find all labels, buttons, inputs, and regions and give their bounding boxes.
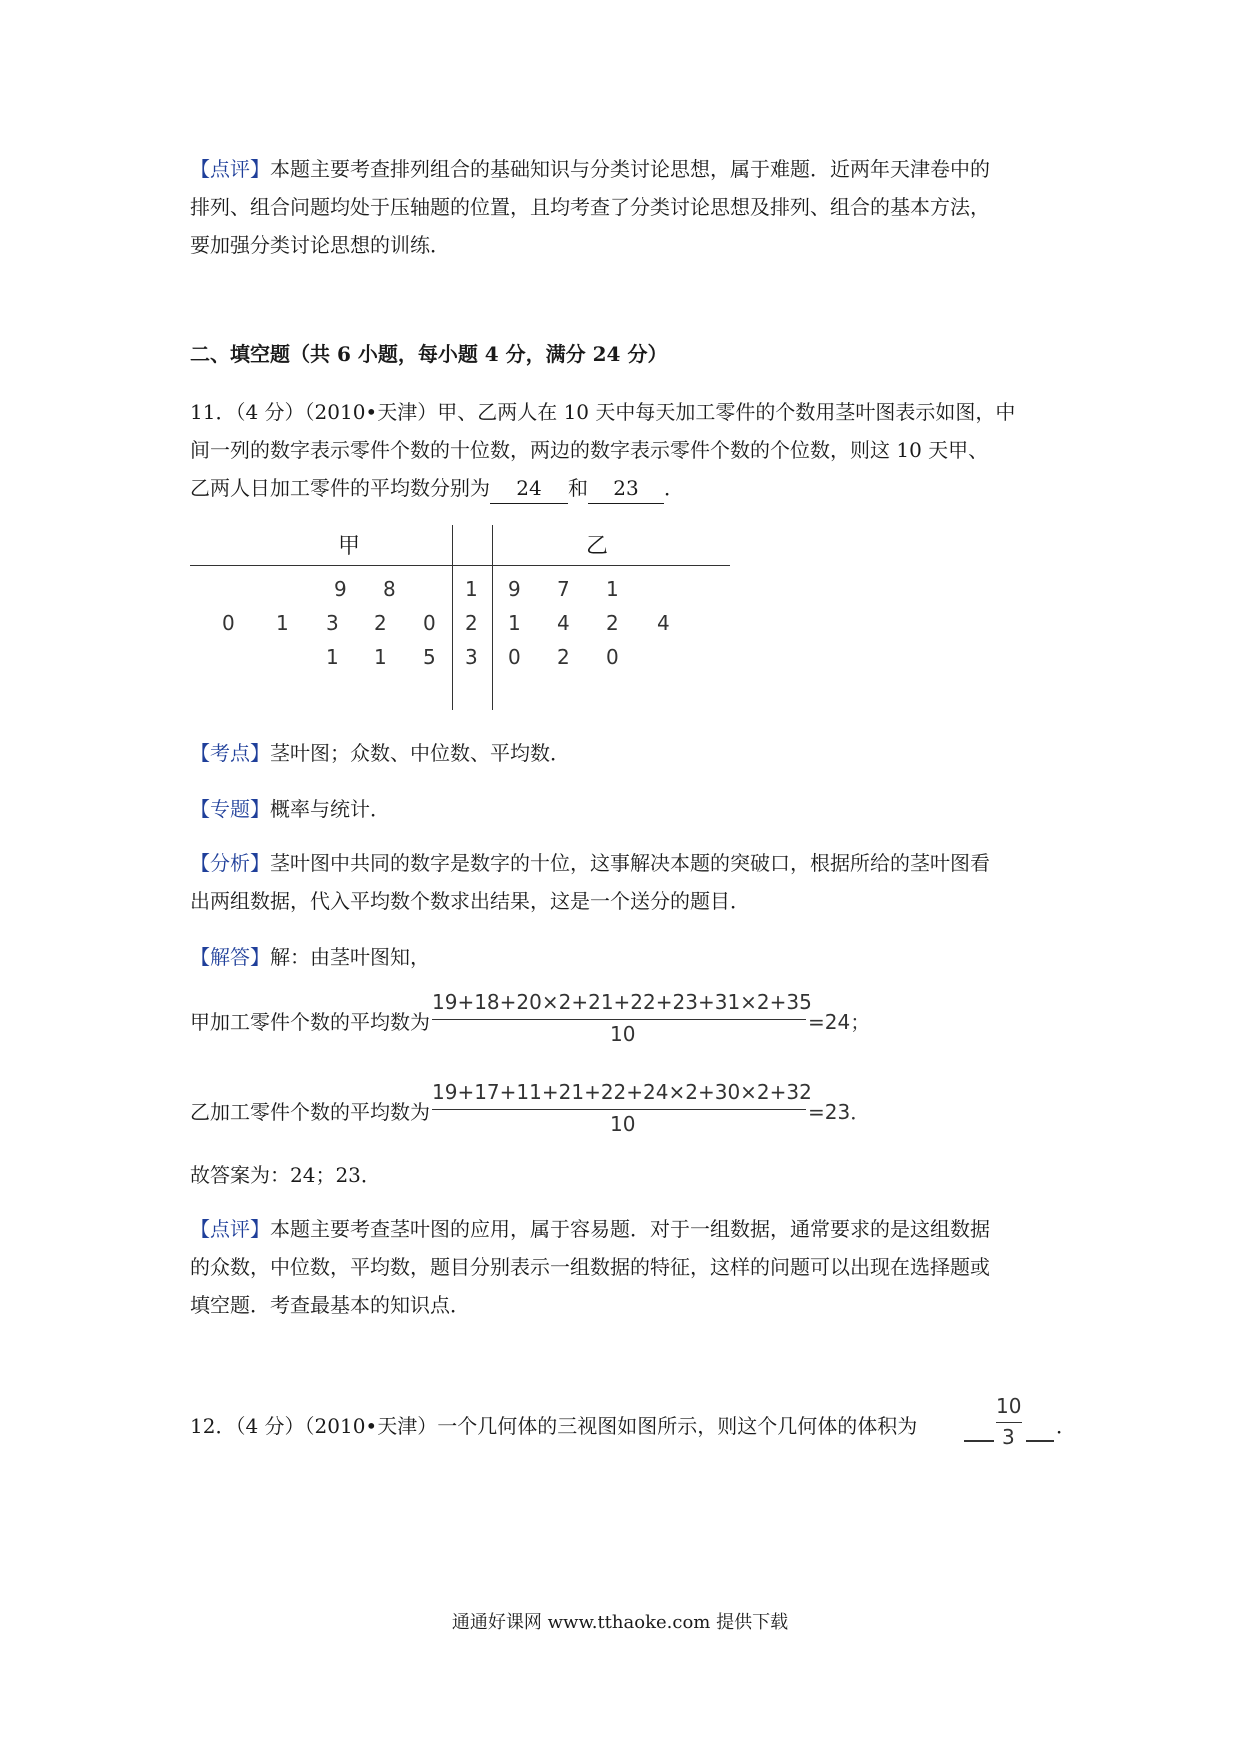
formula-jia-result: =24；	[808, 1010, 871, 1034]
q12-text: 12．（4 分）（2010•天津）一个几何体的三视图如图所示，则这个几何体的体积为	[190, 1414, 918, 1438]
review2-line-3: 填空题．考查最基本的知识点．	[190, 1293, 470, 1317]
stem: 3	[465, 645, 478, 669]
leaf-right: 2	[557, 645, 570, 669]
leaf-left: 9	[334, 577, 347, 601]
stem-right-divider	[492, 525, 493, 710]
zhuanti-tag: 【专题】	[190, 797, 270, 821]
q12-numerator: 10	[996, 1394, 1022, 1418]
jieda-tag: 【解答】	[190, 945, 270, 969]
review2-line-2: 的众数，中位数，平均数，题目分别表示一组数据的特征，这样的问题可以出现在选择题或	[190, 1255, 990, 1279]
fraction-bar	[996, 1422, 1022, 1423]
fenxi-line-2: 出两组数据，代入平均数个数求出结果，这是一个送分的题目．	[190, 889, 750, 913]
stem-leaf-diagram	[190, 525, 730, 710]
header-divider	[190, 565, 730, 566]
leaf-left: 0	[423, 611, 436, 635]
formula-jia-denominator: 10	[610, 1022, 636, 1046]
left-header: 甲	[338, 534, 361, 559]
review-block-2	[190, 1210, 1060, 1324]
q12-end: ．	[1056, 1414, 1076, 1438]
review2-line-1: 【点评】本题主要考查茎叶图的应用，属于容易题．对于一组数据，通常要求的是这组数据	[190, 1217, 990, 1241]
page-footer: 通通好课网 www.tthaoke.com 提供下载	[451, 1612, 789, 1633]
q12-denominator: 3	[1002, 1425, 1015, 1449]
formula-yi-result: =23．	[808, 1100, 871, 1124]
formula-yi-numerator: 19+17+11+21+22+24×2+30×2+32	[432, 1080, 812, 1104]
review-block-1	[190, 150, 1060, 264]
jieda-line: 【解答】解：由茎叶图知，	[190, 945, 430, 969]
fenxi-line-1: 【分析】茎叶图中共同的数字是数字的十位，这事解决本题的突破口，根据所给的茎叶图看	[190, 851, 990, 875]
review-line-2: 排列、组合问题均处于压轴题的位置，且均考查了分类讨论思想及排列、组合的基本方法，	[190, 195, 990, 219]
review-line-1: 【点评】本题主要考查排列组合的基础知识与分类讨论思想，属于难题．近两年天津卷中的	[190, 157, 990, 181]
formula-yi-denominator: 10	[610, 1112, 636, 1136]
leaf-right: 0	[508, 645, 521, 669]
stem-left-divider	[452, 525, 453, 710]
question-11	[190, 393, 1060, 507]
formula-yi-label: 乙加工零件个数的平均数为	[190, 1100, 430, 1124]
leaf-left: 1	[276, 611, 289, 635]
fraction-bar	[432, 1109, 806, 1110]
leaf-right: 4	[557, 611, 570, 635]
leaf-left: 8	[383, 577, 396, 601]
review-tag: 【点评】	[190, 1217, 270, 1241]
fraction-bar	[432, 1019, 806, 1020]
leaf-left: 2	[374, 611, 387, 635]
leaf-right: 7	[557, 577, 570, 601]
leaf-left: 1	[326, 645, 339, 669]
leaf-left: 1	[374, 645, 387, 669]
leaf-left: 0	[222, 611, 235, 635]
review-line-3: 要加强分类讨论思想的训练．	[190, 233, 450, 257]
leaf-right: 9	[508, 577, 521, 601]
stem: 2	[465, 611, 478, 635]
stem: 1	[465, 577, 478, 601]
answer-blank-1: 24	[490, 473, 568, 504]
q11-line-1: 11．（4 分）（2010•天津）甲、乙两人在 10 天中每天加工零件的个数用茎叶图表示如图，中	[190, 400, 1016, 424]
leaf-right: 2	[606, 611, 619, 635]
section-title: 二、填空题（共 6 小题，每小题 4 分，满分 24 分）	[190, 342, 668, 366]
leaf-right: 1	[508, 611, 521, 635]
answer-line: 故答案为：24；23．	[190, 1163, 381, 1187]
q11-line-2: 间一列的数字表示零件个数的十位数，两边的数字表示零件个数的个位数，则这 10 天甲、	[190, 438, 989, 462]
kaodian-line: 【考点】茎叶图；众数、中位数、平均数．	[190, 741, 570, 765]
fenxi-tag: 【分析】	[190, 851, 270, 875]
leaf-right: 4	[657, 611, 670, 635]
zhuanti-line: 【专题】概率与统计．	[190, 797, 390, 821]
fenxi-block	[190, 844, 1060, 920]
kaodian-tag: 【考点】	[190, 741, 270, 765]
leaf-left: 5	[423, 645, 436, 669]
formula-jia-label: 甲加工零件个数的平均数为	[190, 1010, 430, 1034]
answer-blank-2: 23	[588, 473, 664, 504]
leaf-right: 0	[606, 645, 619, 669]
right-header: 乙	[586, 534, 609, 559]
answer-blank-left	[964, 1440, 994, 1442]
review-tag: 【点评】	[190, 157, 270, 181]
leaf-left: 3	[326, 611, 339, 635]
answer-blank-right	[1026, 1440, 1054, 1442]
question-12	[190, 1394, 1090, 1454]
leaf-right: 1	[606, 577, 619, 601]
q11-line-3: 乙两人日加工零件的平均数分别为 24 和 23 ．	[190, 469, 1060, 507]
formula-jia-numerator: 19+18+20×2+21+22+23+31×2+35	[432, 990, 812, 1014]
